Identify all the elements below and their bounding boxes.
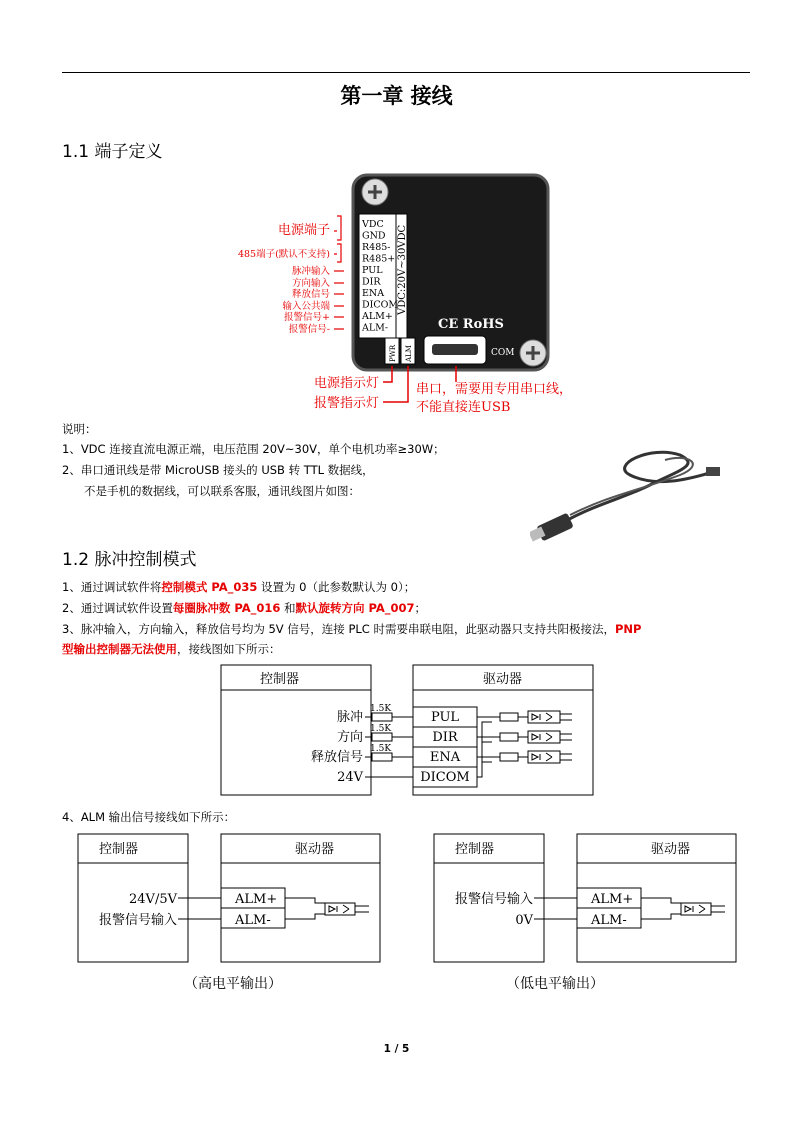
- resistor: [372, 713, 392, 721]
- signal-0v: 0V: [515, 913, 533, 928]
- terminal-function-label: 报警信号+: [284, 312, 330, 323]
- terminal-function-labels: [238, 216, 344, 335]
- driver-pin: DICOM: [420, 770, 470, 785]
- controller-signal: 释放信号: [310, 750, 363, 765]
- controller-header: 控制器: [99, 842, 139, 857]
- pin-label: DICOM: [362, 299, 399, 311]
- resistor-value: 1.5K: [370, 724, 392, 734]
- resistor-value: 1.5K: [370, 744, 392, 754]
- resistor: [372, 753, 392, 761]
- pwr-led-text: PWR: [389, 344, 397, 362]
- pin-label: ENA: [362, 288, 385, 299]
- pin-alm-plus: ALM+: [591, 892, 634, 907]
- pin-alm-minus: ALM-: [591, 913, 627, 928]
- terminal-function-label: 方向输入: [291, 278, 330, 289]
- top-rule: [62, 72, 750, 73]
- optocoupler-icon: [528, 751, 560, 763]
- step-4: 4、ALM 输出信号接线如下所示：: [62, 810, 236, 824]
- driver-header: 驱动器: [483, 672, 523, 687]
- pin-label: ALM+: [362, 311, 393, 322]
- optocoupler-icon: [528, 711, 560, 723]
- controller-signal: 脉冲: [336, 710, 363, 725]
- pin-label: DIR: [362, 276, 381, 288]
- terminal-function-label: 输入公共端: [282, 301, 330, 312]
- driver-pin: PUL: [430, 710, 460, 725]
- driver-header: 驱动器: [651, 842, 691, 857]
- screw-icon: [362, 179, 388, 205]
- usb-cable-icon: [530, 445, 730, 545]
- caption-low-level: （低电平输出）: [506, 976, 604, 992]
- signal-alarm-input: 报警信号输入: [454, 892, 533, 907]
- step-2: 2、通过调试软件设置每圈脉冲数 PA_016 和默认旋转方向 PA_007；: [62, 601, 427, 615]
- com-label: COM: [491, 348, 515, 358]
- step-3: 3、脉冲输入，方向输入，释放信号均为 5V 信号，连接 PLC 时需要串联电阻，此驱动器只支持共阳极接法，PNP: [62, 622, 642, 636]
- ce-rohs-mark: CE RoHS: [438, 317, 504, 332]
- note-2: 2、串口通讯线是带 MicroUSB 接头的 USB 转 TTL 数据线，: [62, 463, 374, 477]
- pin-alm-plus: ALM+: [235, 892, 278, 907]
- controller-header: 控制器: [455, 842, 495, 857]
- vdc-range-label: VDC:20V~30VDC: [397, 224, 408, 315]
- step-3-cont: 型输出控制器无法使用，接线图如下所示：: [62, 642, 281, 656]
- terminal-function-label: 电源端子: [277, 223, 330, 238]
- resistor-value: 1.5K: [370, 704, 392, 714]
- terminal-function-label: 脉冲输入: [291, 266, 330, 277]
- driver-pin: DIR: [432, 730, 458, 745]
- note-3: 不是手机的数据线，可以联系客服，通讯线图片如图：: [84, 484, 360, 498]
- screw-icon: [520, 340, 546, 366]
- driver-pin: ENA: [429, 750, 461, 765]
- pin-alm-minus: ALM-: [235, 913, 271, 928]
- serial-note-line1: 串口，需要用专用串口线，: [416, 382, 573, 397]
- note-1: 1、VDC 连接直流电源正端，电压范围 20V~30V，单个电机功率≥30W；: [62, 442, 445, 456]
- driver-header: 驱动器: [295, 842, 335, 857]
- pin-label: R485+: [362, 253, 396, 265]
- pin-label: VDC: [362, 219, 384, 230]
- resistor: [372, 733, 392, 741]
- caption-high-level: （高电平输出）: [184, 976, 282, 992]
- alarm-led-label: 报警指示灯: [314, 396, 380, 411]
- notes-title: 说明：: [62, 422, 97, 436]
- pin-label: GND: [362, 230, 386, 242]
- alm-high-level-diagram: [77, 833, 382, 965]
- page-number: 1 / 5: [383, 1043, 410, 1055]
- controller-signal: 方向: [336, 730, 363, 745]
- alm-low-level-diagram: [433, 833, 738, 965]
- power-led-label: 电源指示灯: [314, 376, 380, 391]
- section-heading-terminal: 1.1 端子定义: [62, 142, 163, 162]
- pulse-wiring-diagram: [220, 664, 595, 798]
- pin-label: PUL: [362, 265, 383, 276]
- step-1: 1、通过调试软件将控制模式 PA_035 设置为 0（此参数默认为 0）；: [62, 580, 416, 594]
- terminal-function-label: 485端子(默认不支持): [237, 249, 330, 260]
- signal-24v5v: 24V/5V: [129, 892, 177, 907]
- optocoupler-icon: [528, 731, 560, 743]
- controller-header: 控制器: [260, 672, 300, 687]
- terminal-function-label: 释放信号: [291, 289, 330, 300]
- terminal-function-label: 报警信号-: [288, 324, 330, 335]
- section-heading-pulse: 1.2 脉冲控制模式: [62, 550, 197, 570]
- controller-signal: 24V: [337, 770, 363, 785]
- chapter-title: 第一章 接线: [340, 84, 453, 108]
- serial-note-line2: 不能直接连USB: [416, 400, 511, 415]
- terminal-figure: [220, 170, 600, 415]
- signal-alarm-input: 报警信号输入: [98, 913, 177, 928]
- alm-led-text: ALM: [405, 345, 413, 362]
- pin-label: ALM-: [362, 322, 389, 334]
- pin-label: R485-: [362, 242, 391, 253]
